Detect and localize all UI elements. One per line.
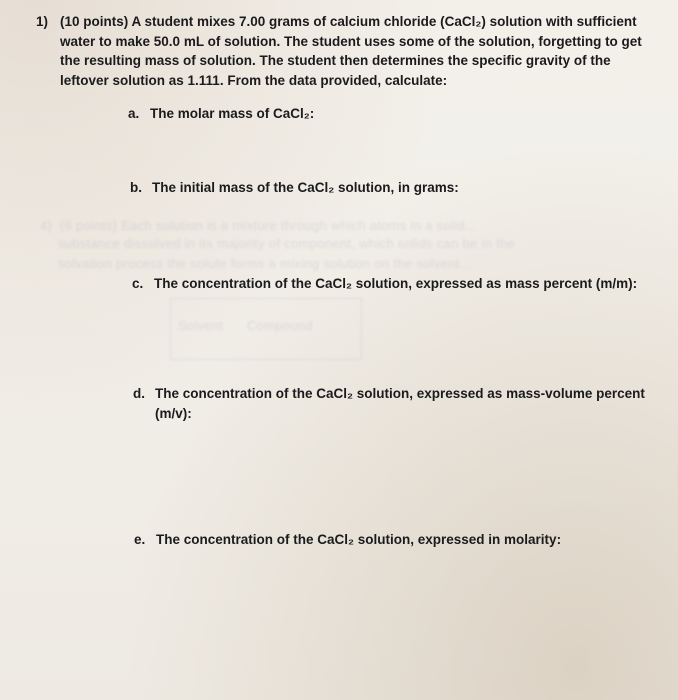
- show-through-text: substance dissolved in its majority of component, which solids can be in the: [58, 236, 516, 251]
- question-line: the resulting mass of solution. The student then determines the specific gravity of the: [60, 53, 611, 69]
- part-letter: a.: [128, 106, 140, 121]
- part-text: The initial mass of the CaCl₂ solution, in grams:: [152, 180, 459, 195]
- part-letter: d.: [133, 386, 145, 401]
- show-through-text: 4) (6 points) Each solution is a mixture through which atoms in a solid...: [40, 218, 477, 233]
- part-d: [133, 384, 645, 424]
- part-text-continued: (m/v):: [155, 406, 192, 421]
- part-b: [130, 178, 459, 198]
- show-through-text: Solvent Compound: [178, 318, 313, 333]
- part-letter: c.: [132, 276, 144, 291]
- part-c: [132, 274, 637, 294]
- question-line: leftover solution as 1.111. From the data provided, calculate:: [60, 72, 448, 88]
- part-text: The concentration of the CaCl₂ solution, expressed in molarity:: [156, 532, 562, 547]
- question-number: 1): [36, 14, 49, 29]
- part-letter: b.: [130, 180, 142, 195]
- part-text: The concentration of the CaCl₂ solution, expressed as mass-volume percent: [155, 386, 645, 401]
- question-line: (10 points) A student mixes 7.00 grams of calcium chloride (CaCl₂) solution with sufficient: [60, 14, 637, 29]
- part-text: The concentration of the CaCl₂ solution, expressed as mass percent (m/m):: [154, 276, 638, 291]
- show-through-text: solvation process the solute forms a mixing solution on the solvent...: [58, 256, 472, 271]
- part-letter: e.: [134, 532, 146, 547]
- part-a: [128, 104, 314, 124]
- question-text: [60, 12, 642, 90]
- part-text: The molar mass of CaCl₂:: [150, 106, 315, 121]
- question-line: water to make 50.0 mL of solution. The student uses some of the solution, forgetting to get: [60, 33, 642, 49]
- part-e: [134, 530, 561, 550]
